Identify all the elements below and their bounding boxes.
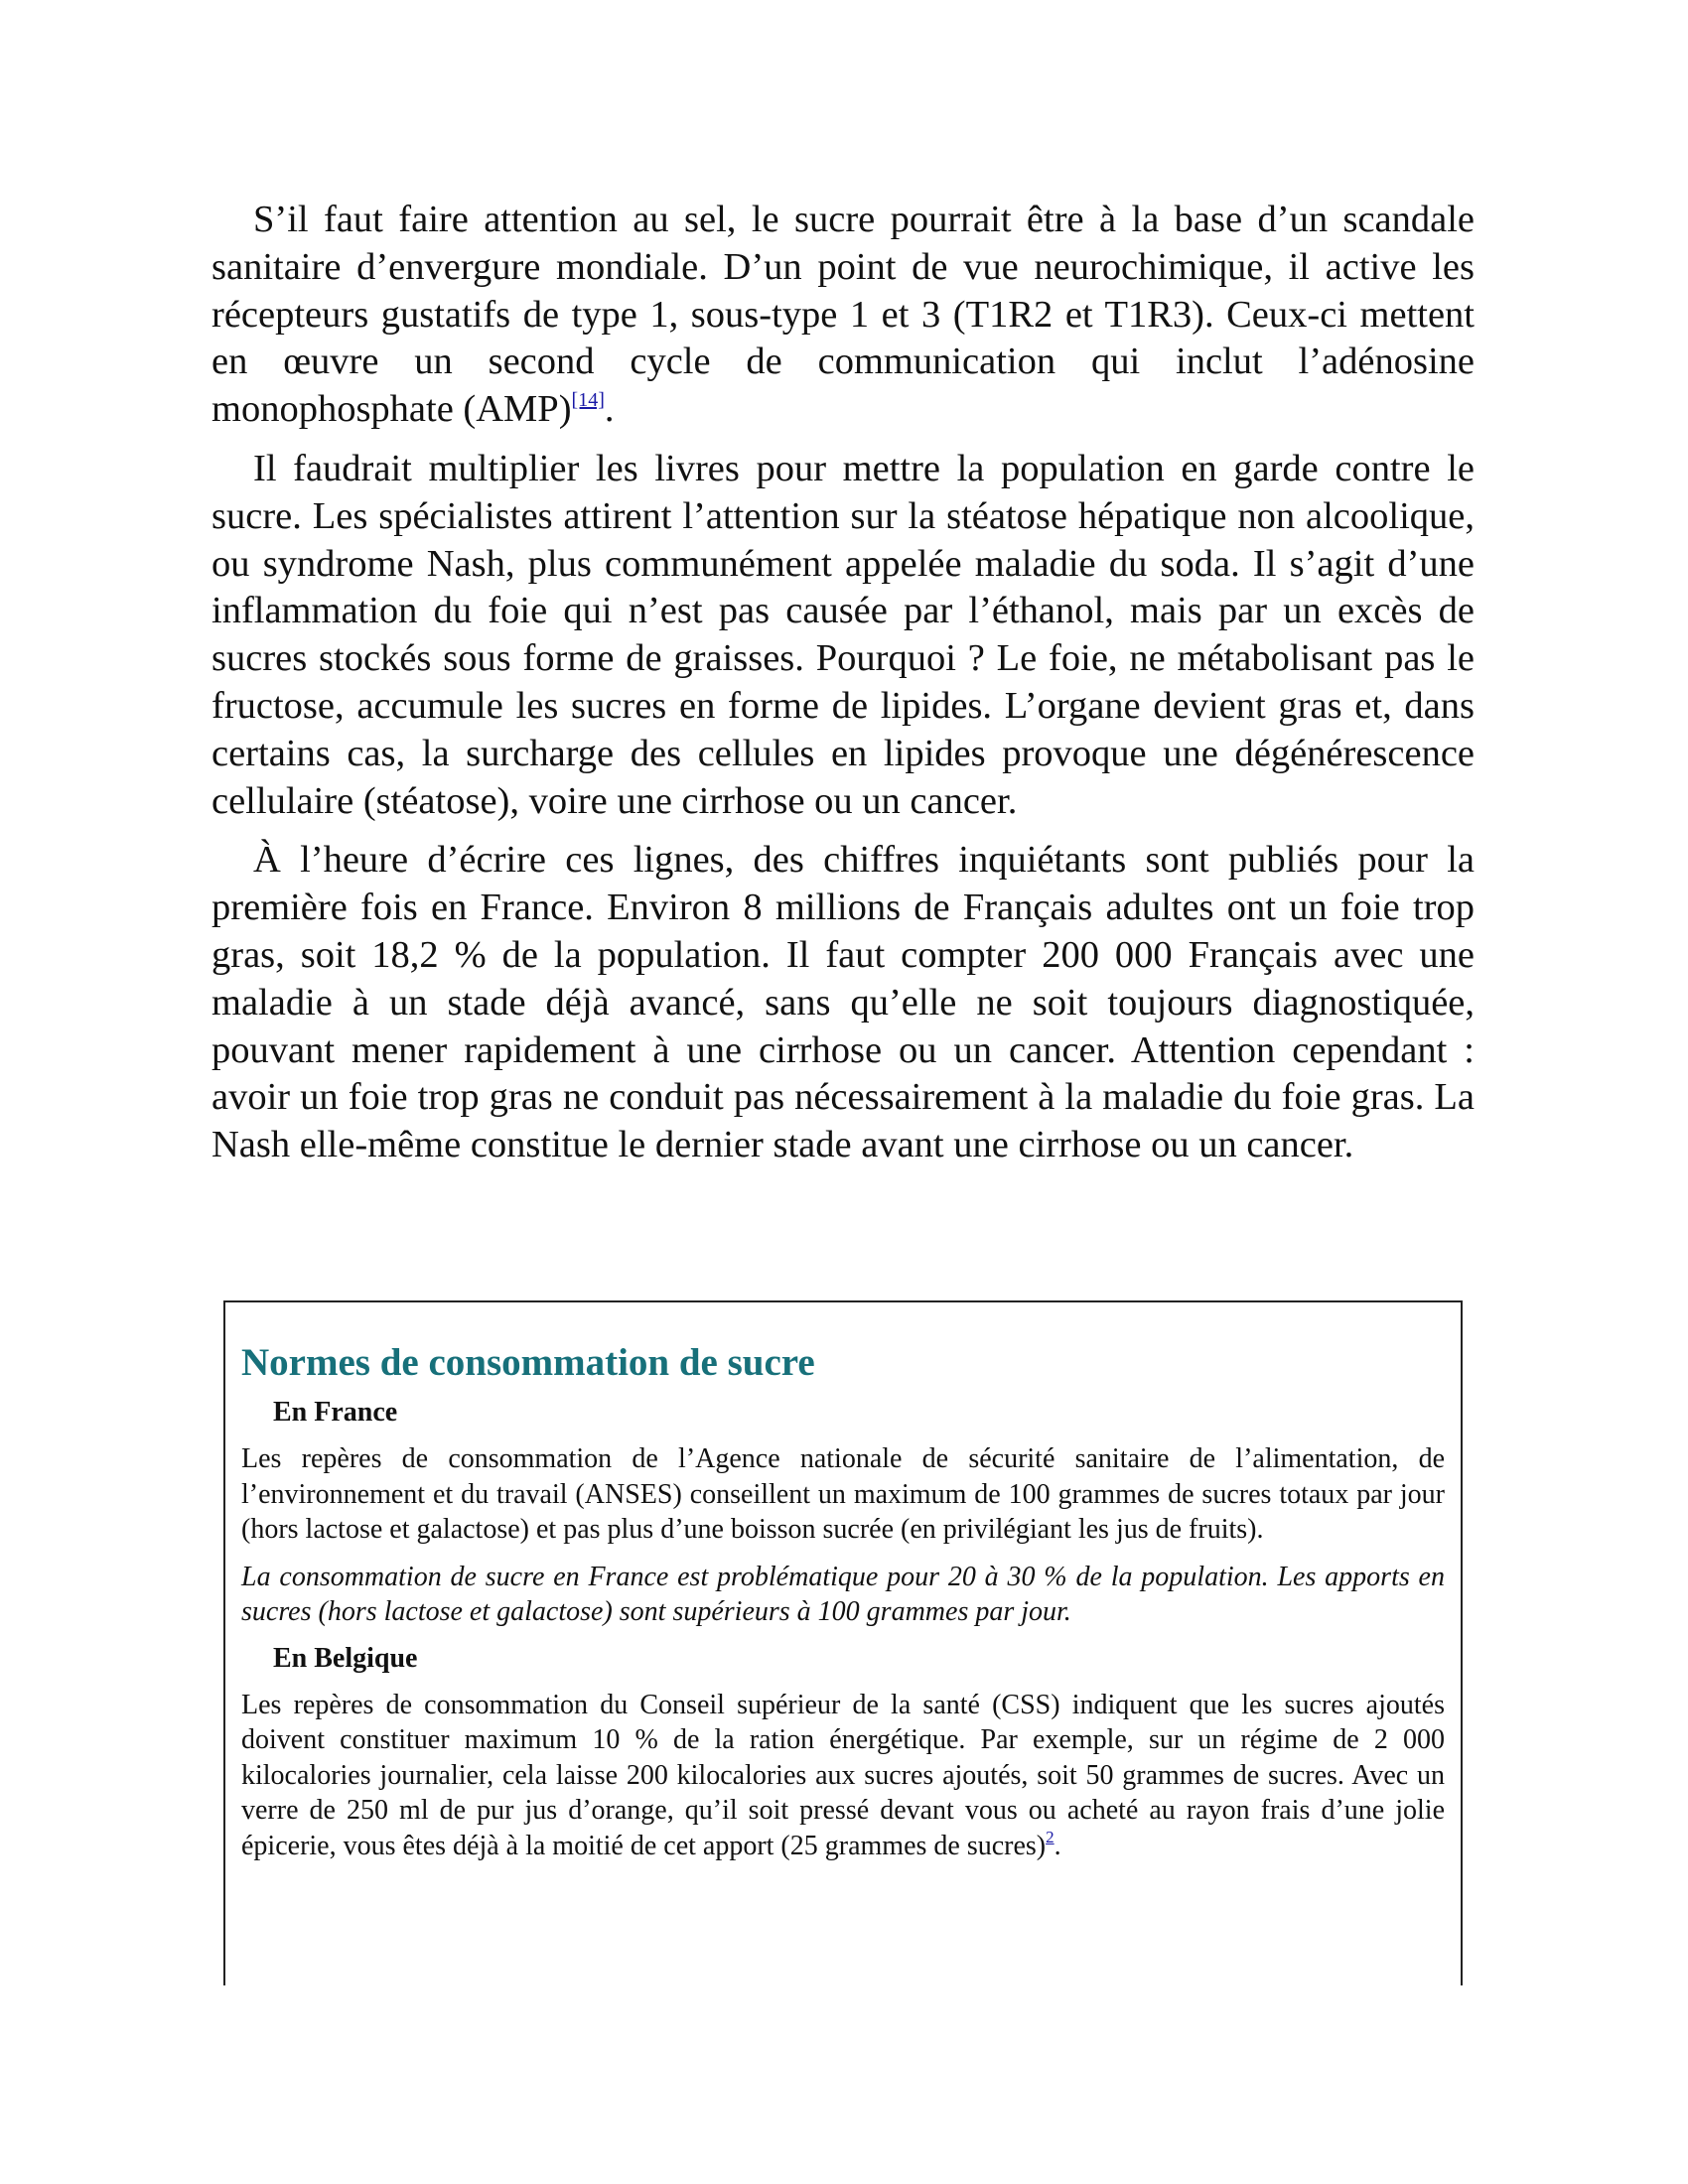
france-note: La consommation de sucre en France est problématique pour 20 à 30 % de la population. Les apports en sucres (hors lactose et galactose) sont supérieurs à 100 grammes par jour. xyxy=(241,1561,1445,1627)
footnote-ref xyxy=(1046,1828,1055,1846)
main-text xyxy=(211,197,1475,1181)
paragraph-end: . xyxy=(604,388,615,431)
france-text: Les repères de consommation de l’Agence nationale de sécurité sanitaire de l’alimentation, de l’environnement et du travail (ANSES) conseillent un maximum de 100 grammes de sucres totaux par jour (hors lactose et galactose) et pas plus d’une boisson sucrée (en privilégiant les jus de fruits). xyxy=(241,1443,1445,1545)
paragraph-sugar-neurochemistry xyxy=(211,197,1475,434)
box-title: Normes de consommation de sucre xyxy=(241,1341,815,1384)
paragraph-nash: Il faudrait multiplier les livres pour mettre la population en garde contre le sucre. Les spécialistes attirent l’attention sur la stéatose hépatique non alcoolique, ou syndrome Nash, plus communément appelée maladie du soda. Il s’agit d’une inflammation du foie qui n’est pas causée par l’éthanol, mais par un excès de sucres stockés sous forme de graisses. Pourquoi ? Le foie, ne métabolisant pas le fructose, accumule les sucres en forme de lipides. L’organe devient gras et, dans certains cas, la surcharge des cellules en lipides provoque une dégénérescence cellulaire (stéatose), voire une cirrhose ou un cancer. xyxy=(211,447,1475,822)
sidebar-box-sugar-norms xyxy=(223,1300,1463,1985)
heading-belgique: En Belgique xyxy=(273,1642,418,1674)
belgique-end: . xyxy=(1054,1830,1061,1861)
paragraph-france-figures: À l’heure d’écrire ces lignes, des chiffres inquiétants sont publiés pour la première fois en France. Environ 8 millions de Français adultes ont un foie trop gras, soit 18,2 % de la population. Il faut compter 200 000 Français avec une maladie à un stade déjà avancé, sans qu’elle ne soit toujours diagnostiquée, pouvant mener rapidement à une cirrhose ou un cancer. Attention cependant : avoir un foie trop gras ne conduit pas nécessairement à la maladie du foie gras. La Nash elle-même constitue le dernier stade avant une cirrhose ou un cancer. xyxy=(211,839,1475,1166)
paragraph-text: S’il faut faire attention au sel, le sucre pourrait être à la base d’un scandale sanitaire d’envergure mondiale. D’un point de vue neurochimique, il active les récepteurs gustatifs de type 1, sous-type 1 et 3 (T1R2 et T1R3). Ceux-ci mettent en œuvre un second cycle de communication qui inclut l’adénosine monophosphate (AMP) xyxy=(211,199,1475,431)
footnote-link-2[interactable]: 2 xyxy=(1046,1827,1055,1846)
belgique-text xyxy=(241,1688,1445,1864)
footnote-ref xyxy=(572,389,605,411)
heading-france: En France xyxy=(273,1397,398,1428)
belgique-body: Les repères de consommation du Conseil supérieur de la santé (CSS) indiquent que les sucres ajoutés doivent constituer maximum 10 % de la ration énergétique. Par exemple, sur un régime de 2 000 kilocalories journalier, cela laisse 200 kilocalories aux sucres ajoutés, soit 50 grammes de sucres. Avec un verre de 250 ml de pur jus d’orange, qu’il soit pressé devant vous ou acheté au rayon frais d’une jolie épicerie, vous êtes déjà à la moitié de cet apport (25 grammes de sucres) xyxy=(241,1689,1445,1861)
footnote-link-14[interactable]: [14] xyxy=(571,389,605,412)
